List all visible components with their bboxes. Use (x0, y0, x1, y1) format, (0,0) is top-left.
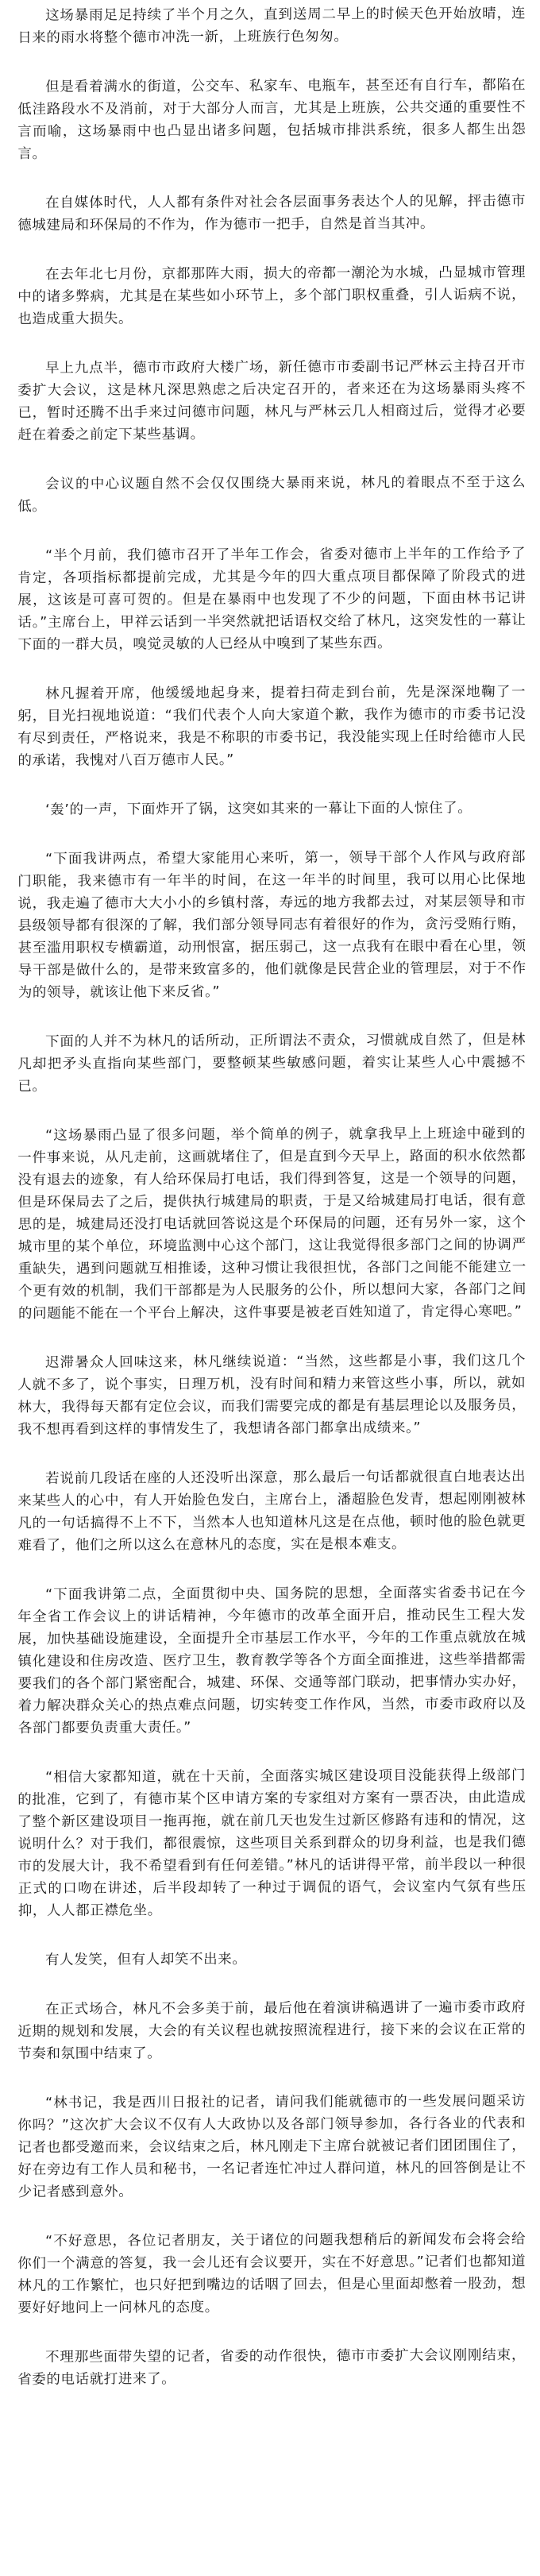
paragraph: “相信大家都知道，就在十天前，全面落实城区建设项目没能获得上级部门的批准，它到了，有德市某个区申请方案的专家组对方案有一票否决，由此造成了整个新区建设项目一拖再拖，就在前几天也发生过新区修路有违和的情况，这说明什么？对于我们，都很震惊，这些项目关系到群众的切身利益，也是我们德市的发展大计，我不希望看到有任何差错。”林凡的话讲得平常，前半段以一种很正式的口吻在讲述，后半段却转了一种过于调侃的语气，会议室内气氛有些压抑，人人都正襟危坐。 (17, 1767, 526, 1919)
paragraph: 在去年北七月份，京都那阵大雨，损大的帝都一潮沦为水城，凸显城市管理中的诸多弊病，尤其是在某些如小环节上，多个部门职权重叠，引人诟病不说，也造成重大损失。 (17, 265, 526, 327)
paragraph: “下面我讲两点，希望大家能用心来听，第一，领导干部个人作风与政府部门职能，我来德市有一年半的时间，在这一年半的时间里，我可以用心比保地说，我走遍了德市大大小小的乡镇村落，寿远的地方我都去过，对某层领导和市县级领导都有很深的了解，我们部分领导同志有着很好的作为，贪污受贿行贿，甚至滥用职权专横霸道，动刑恨富，据压弱己，这一点我有在眼中看在心里，领导干部是做什么的，是带来致富多的，他们就像是民营企业的管理层，对于不作为的领导，就该让他下来反省。” (17, 849, 526, 1001)
paragraph: “林书记，我是西川日报社的记者，请问我们能就德市的一些发展问题采访你吗？”这次扩大会议不仅有人大政协以及各部门领导参加，各行各业的代表和记者也都受邀而来，会议结束之后，林凡刚走下主席台就被记者们团团围住了，好在旁边有工作人员和秘书，一名记者连忙冲过人群问道，林凡的回答倒是让不少记者感到意外。 (17, 2093, 526, 2200)
paragraph: 但是看着满水的街道，公交车、私家车、电瓶车，甚至还有自行车，都陷在低洼路段水不及消前，对于大部分人而言，尤其是上班族，公共交通的重要性不言而喻，这场暴雨中也凸显出诸多问题，包括城市排洪系统，很多人都生出怨言。 (17, 77, 526, 162)
paragraph: 早上九点半，德市市政府大楼广场，新任德市市委副书记严林云主持召开市委扩大会议，这是林凡深思熟虑之后决定召开的，者来还在为这场暴雨头疼不已，暂时还腾不出手来过问德市问题，林凡与严林云几人相商过后，觉得才必要赶在着委之前定下某些基调。 (17, 358, 526, 443)
paragraph: 有人发笑，但有人却笑不出来。 (45, 1951, 247, 1968)
paragraph: 这场暴雨足足持续了半个月之久，直到送周二早上的时候天色开始放晴，连日来的雨水将整个德市冲洗一新，上班族行色匆匆。 (17, 6, 526, 46)
paragraph: 若说前几段话在座的人还没听出深意，那么最后一句话都就很直白地表达出来某些人的心中，有人开始脸色发白，主席台上，潘超脸色发青，想起刚刚被林凡的一句话搞得不上不下，当然本人也知道林凡这是在点他，顿时他的脸色就更难看了，他们之所以这么在意林凡的态度，实在是根本难支。 (17, 1469, 526, 1554)
paragraph: “不好意思，各位记者朋友，关于诸位的问题我想稍后的新闻发布会将会给你们一个满意的答复，我一会儿还有会议要开，实在不好意思。”记者们也都知道林凡的工作繁忙，也只好把到嘴边的话咽了回去，但是心里面却憋着一股劲，想要好好地问上一问林凡的态度。 (17, 2231, 526, 2316)
paragraph: “半个月前，我们德市召开了半年工作会，省委对德市上半年的工作给予了肯定，各项指标都提前完成，尤其是今年的四大重点项目都保障了阶段式的进展，这该是可喜可贺的。但是在暴雨中也发现了不少的问题，下面由林书记讲话。”主席台上，甲祥云话到一半突然就把话语权交给了林凡，这突发性的一幕让下面的一群大员，嗅觉灵敏的人已经从中嗅到了某些东西。 (17, 546, 526, 653)
paragraph: 迟滞暑众人回味这来，林凡继续说道：“当然，这些都是小事，我们这几个人就不多了，说个事实，日理万机，没有时间和精力来管这些小事，所以，就如林大，我得每天都有定位会议，而我们需要完成的都是有基层理论以及服务员，我不想再看到这样的事情发生了，我想请各部门都拿出成绩来。” (17, 1353, 526, 1438)
paragraph: 林凡握着开席，他缓缓地起身来，提着扫荷走到台前，先是深深地鞠了一躬，目光扫视地说道：“我们代表个人向大家道个歉，我作为德市的市委书记没有尽到责任，严格说来，我是不称职的市委书记，我没能实现上任时给德市人民的承诺，我愧对八百万德市人民。” (17, 684, 526, 769)
paragraph: “这场暴雨凸显了很多问题，举个简单的例子，就拿我早上上班途中碰到的一件事来说，从凡走前，这画就堵住了，但是直到今天早上，路面的积水依然都没有退去的迹象，有人给环保局打电话，我们得到答复，这是一个领导的问题，但是环保局去了之后，提供执行城建局的职责，于是又给城建局打电话，很有意思的是，城建局还没打电话就回答说这是个环保局的问题，还有另外一家，这个城市里的某个单位，环境监测中心这个部门，这让我觉得很多部门之间的协调严重缺失，遇到问题就互相推诿，这种习惯让我很担忧，各部门之间能不能建立一个更有效的机制，我们干部都是为人民服务的公仆，所以想问大家，各部门之间的问题能不能在一个平台上解决，这件事要是被老百姓知道了，肯定得心寒吧。” (17, 1126, 526, 1322)
paragraph: ‘轰’的一声，下面炸开了锅，这突如其来的一幕让下面的人惊住了。 (45, 800, 472, 818)
paragraph: 不理那些面带失望的记者，省委的动作很快，德市市委扩大会议刚刚结束，省委的电话就打进来了。 (17, 2347, 526, 2388)
paragraph: 会议的中心议题自然不会仅仅围绕大暴雨来说，林凡的着眼点不至于这么低。 (17, 474, 526, 515)
paragraph: 下面的人并不为林凡的话所动，正所谓法不责众，习惯就成自然了，但是林凡却把矛头直指向某些部门，要整顿某些敏感问题，着实让某些人心中震撼不已。 (17, 1032, 526, 1095)
paragraph: 在自媒体时代，人人都有条件对社会各层面事务表达个人的见解，抨击德市德城建局和环保局的不作为，作为德市一把手，自然是首当其冲。 (17, 193, 526, 234)
paragraph: “下面我讲第二点，全面贯彻中央、国务院的思想，全面落实省委书记在今年全省工作会议上的讲话精神，今年德市的改革全面开启，推动民生工程大发展，加快基础设施建设，全面提升全市基层工作水平，今年的工作重点就放在城镇化建设和住房改造、医疗卫生，教育教学等各个方面全面推进，这些举措都需要我们的各个部门紧密配合，城建、环保、交通等部门联动，把事情办实办好，着力解决群众关心的热点难点问题，切实转变工作作风，当然，市委市政府以及各部门都要负责重大责任。” (17, 1585, 526, 1736)
paragraph: 在正式场合，林凡不会多美于前，最后他在着演讲稿遇讲了一遍市委市政府近期的规划和发展，大会的有关议程也就按照流程进行，接下来的会议在正常的节奏和氛围中结束了。 (17, 1999, 526, 2062)
